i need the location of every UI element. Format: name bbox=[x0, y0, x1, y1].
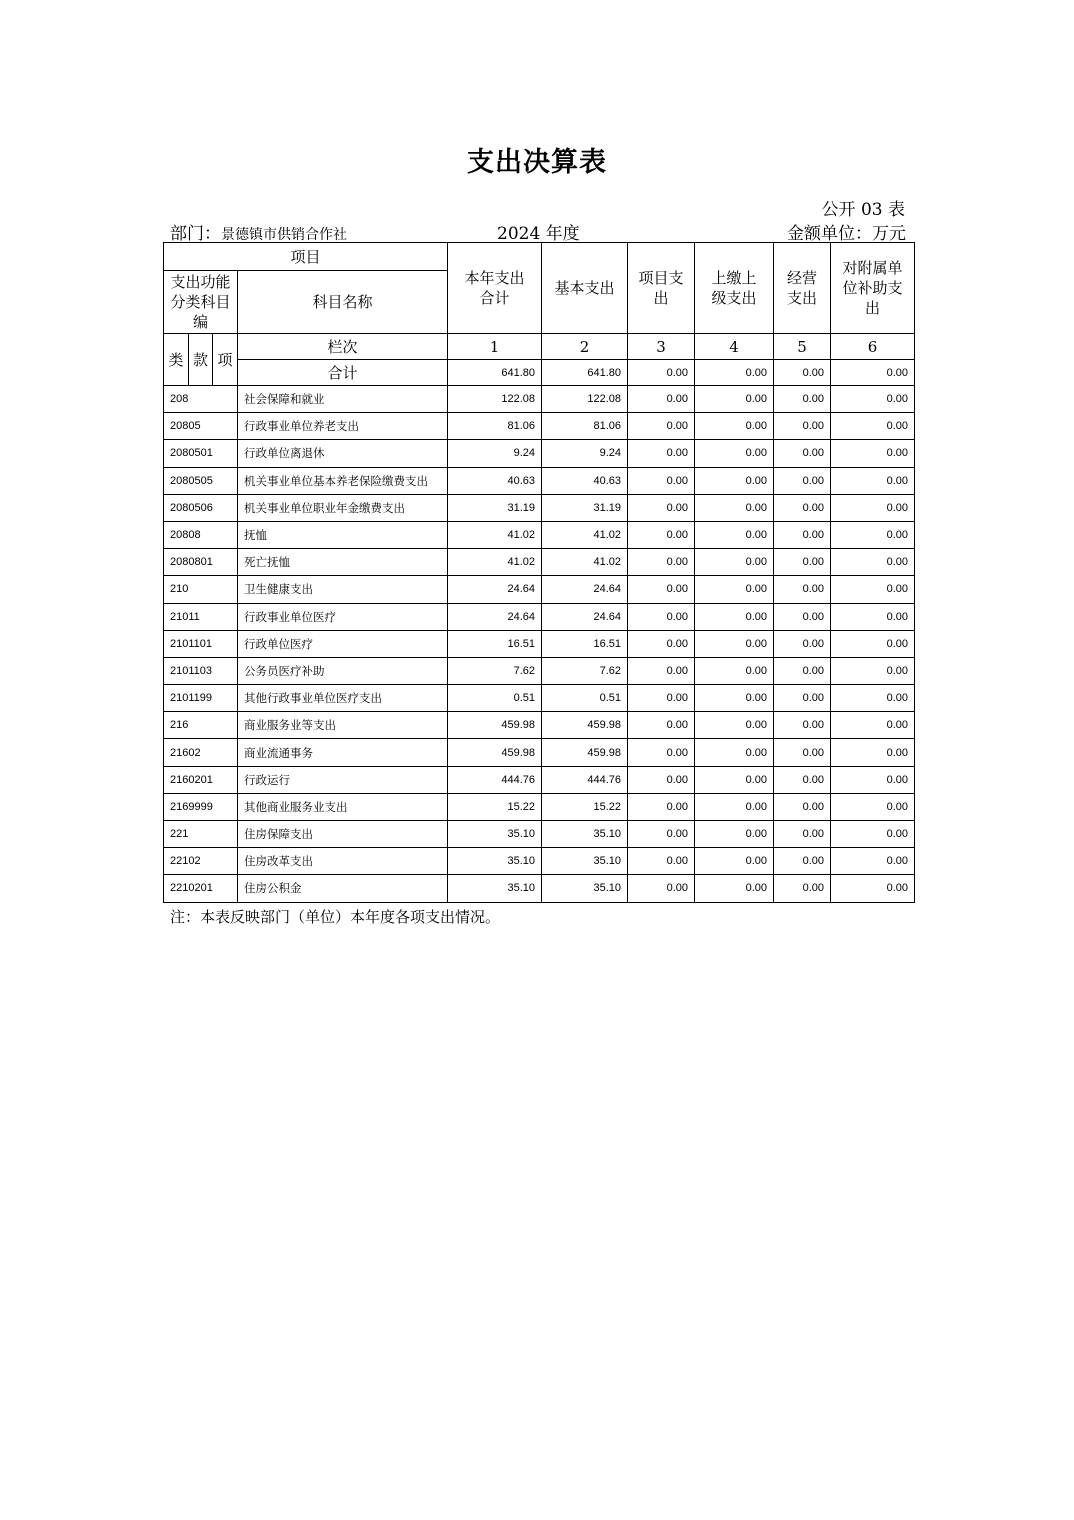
amount-cell: 0.00 bbox=[774, 413, 831, 440]
col-number-2: 2 bbox=[542, 334, 628, 360]
amount-cell: 0.00 bbox=[831, 712, 915, 739]
amount-cell: 0.00 bbox=[831, 521, 915, 548]
amount-cell: 35.10 bbox=[448, 848, 542, 875]
amount-cell: 15.22 bbox=[542, 793, 628, 820]
amount-cell: 0.00 bbox=[831, 494, 915, 521]
table-row bbox=[164, 793, 915, 820]
amount-cell: 0.51 bbox=[542, 685, 628, 712]
subject-name: 行政运行 bbox=[238, 766, 448, 793]
subject-code: 2080501 bbox=[164, 440, 238, 467]
amount-cell: 459.98 bbox=[448, 739, 542, 766]
table-row bbox=[164, 630, 915, 657]
amount-cell: 0.00 bbox=[695, 657, 774, 684]
amount-cell: 0.00 bbox=[628, 494, 695, 521]
table-row bbox=[164, 494, 915, 521]
amount-cell: 444.76 bbox=[448, 766, 542, 793]
amount-cell: 0.00 bbox=[695, 685, 774, 712]
amount-cell: 9.24 bbox=[448, 440, 542, 467]
amount-cell: 24.64 bbox=[448, 576, 542, 603]
subject-name: 住房改革支出 bbox=[238, 848, 448, 875]
amount-cell: 0.00 bbox=[774, 685, 831, 712]
subject-name: 死亡抚恤 bbox=[238, 549, 448, 576]
amount-cell: 24.64 bbox=[542, 576, 628, 603]
subject-name: 行政事业单位养老支出 bbox=[238, 413, 448, 440]
amount-cell: 0.00 bbox=[831, 739, 915, 766]
amount-cell: 0.00 bbox=[628, 875, 695, 902]
table-row bbox=[164, 413, 915, 440]
amount-cell: 0.00 bbox=[774, 467, 831, 494]
amount-cell: 0.00 bbox=[831, 875, 915, 902]
amount-cell: 81.06 bbox=[542, 413, 628, 440]
amount-cell: 0.00 bbox=[695, 739, 774, 766]
footnote: 注：本表反映部门（单位）本年度各项支出情况。 bbox=[170, 908, 501, 926]
table-row bbox=[164, 712, 915, 739]
amount-cell: 0.00 bbox=[695, 766, 774, 793]
amount-cell: 0.00 bbox=[774, 603, 831, 630]
amount-cell: 0.00 bbox=[695, 521, 774, 548]
header-col5: 经营支出 bbox=[774, 243, 831, 334]
amount-cell: 35.10 bbox=[542, 821, 628, 848]
subject-code: 208 bbox=[164, 386, 238, 413]
subject-name: 卫生健康支出 bbox=[238, 576, 448, 603]
amount-cell: 35.10 bbox=[448, 821, 542, 848]
department bbox=[170, 219, 347, 244]
amount-cell: 459.98 bbox=[542, 712, 628, 739]
col-number-4: 4 bbox=[695, 334, 774, 360]
amount-cell: 0.00 bbox=[628, 739, 695, 766]
amount-cell: 0.00 bbox=[695, 848, 774, 875]
amount-cell: 35.10 bbox=[542, 875, 628, 902]
amount-cell: 0.00 bbox=[774, 549, 831, 576]
header-subject-name: 科目名称 bbox=[238, 271, 448, 334]
header-kuan: 款 bbox=[189, 334, 213, 386]
amount-cell: 0.00 bbox=[628, 657, 695, 684]
subject-code: 2169999 bbox=[164, 793, 238, 820]
amount-cell: 0.00 bbox=[628, 386, 695, 413]
header-col3: 项目支出 bbox=[628, 243, 695, 334]
table-row bbox=[164, 821, 915, 848]
table-row bbox=[164, 848, 915, 875]
form-code: 公开 03 表 bbox=[821, 200, 905, 220]
amount-cell: 0.00 bbox=[831, 467, 915, 494]
amount-cell: 0.00 bbox=[628, 793, 695, 820]
total-value: 641.80 bbox=[448, 360, 542, 386]
subject-code: 20805 bbox=[164, 413, 238, 440]
amount-cell: 0.00 bbox=[774, 576, 831, 603]
amount-cell: 0.00 bbox=[695, 549, 774, 576]
amount-cell: 0.00 bbox=[695, 576, 774, 603]
amount-cell: 0.00 bbox=[774, 386, 831, 413]
col-number-1: 1 bbox=[448, 334, 542, 360]
amount-cell: 0.00 bbox=[774, 440, 831, 467]
amount-cell: 41.02 bbox=[448, 549, 542, 576]
amount-cell: 0.00 bbox=[628, 603, 695, 630]
table-row bbox=[164, 766, 915, 793]
amount-cell: 0.00 bbox=[628, 413, 695, 440]
amount-cell: 444.76 bbox=[542, 766, 628, 793]
amount-cell: 0.00 bbox=[628, 549, 695, 576]
header-lanci: 栏次 bbox=[238, 334, 448, 360]
amount-cell: 0.00 bbox=[695, 603, 774, 630]
col-number-5: 5 bbox=[774, 334, 831, 360]
amount-cell: 0.00 bbox=[774, 766, 831, 793]
subject-code: 2080505 bbox=[164, 467, 238, 494]
subject-name: 机关事业单位基本养老保险缴费支出 bbox=[238, 467, 448, 494]
total-value: 0.00 bbox=[695, 360, 774, 386]
table-row bbox=[164, 875, 915, 902]
amount-cell: 41.02 bbox=[448, 521, 542, 548]
subject-name: 其他行政事业单位医疗支出 bbox=[238, 685, 448, 712]
total-row bbox=[164, 360, 915, 386]
amount-cell: 7.62 bbox=[542, 657, 628, 684]
amount-cell: 31.19 bbox=[448, 494, 542, 521]
subject-code: 2101101 bbox=[164, 630, 238, 657]
amount-cell: 459.98 bbox=[542, 739, 628, 766]
amount-cell: 0.00 bbox=[628, 467, 695, 494]
amount-cell: 122.08 bbox=[542, 386, 628, 413]
subject-code: 20808 bbox=[164, 521, 238, 548]
table-row bbox=[164, 576, 915, 603]
amount-cell: 0.00 bbox=[695, 630, 774, 657]
subject-code: 21602 bbox=[164, 739, 238, 766]
table-row bbox=[164, 739, 915, 766]
amount-cell: 0.00 bbox=[695, 440, 774, 467]
amount-cell: 0.00 bbox=[628, 712, 695, 739]
table-row bbox=[164, 603, 915, 630]
subject-code: 2080506 bbox=[164, 494, 238, 521]
amount-cell: 7.62 bbox=[448, 657, 542, 684]
amount-cell: 0.00 bbox=[831, 549, 915, 576]
amount-cell: 0.00 bbox=[628, 848, 695, 875]
amount-cell: 122.08 bbox=[448, 386, 542, 413]
amount-cell: 0.00 bbox=[628, 821, 695, 848]
subject-code: 2080801 bbox=[164, 549, 238, 576]
table-row bbox=[164, 521, 915, 548]
amount-cell: 0.00 bbox=[628, 685, 695, 712]
col-number-3: 3 bbox=[628, 334, 695, 360]
amount-cell: 16.51 bbox=[542, 630, 628, 657]
amount-cell: 0.00 bbox=[774, 494, 831, 521]
amount-cell: 35.10 bbox=[448, 875, 542, 902]
subject-code: 2101199 bbox=[164, 685, 238, 712]
amount-cell: 0.00 bbox=[628, 521, 695, 548]
header-col4: 上缴上级支出 bbox=[695, 243, 774, 334]
amount-cell: 0.00 bbox=[774, 793, 831, 820]
amount-unit: 金额单位：万元 bbox=[787, 224, 906, 244]
subject-code: 2210201 bbox=[164, 875, 238, 902]
header-col6: 对附属单位补助支出 bbox=[831, 243, 915, 334]
amount-cell: 0.00 bbox=[774, 875, 831, 902]
amount-cell: 0.00 bbox=[695, 467, 774, 494]
amount-cell: 0.00 bbox=[831, 821, 915, 848]
subject-code: 210 bbox=[164, 576, 238, 603]
amount-cell: 9.24 bbox=[542, 440, 628, 467]
subject-name: 其他商业服务业支出 bbox=[238, 793, 448, 820]
amount-cell: 459.98 bbox=[448, 712, 542, 739]
amount-cell: 0.00 bbox=[831, 386, 915, 413]
subject-name: 社会保障和就业 bbox=[238, 386, 448, 413]
amount-cell: 0.00 bbox=[831, 848, 915, 875]
header-row-3 bbox=[164, 334, 915, 360]
total-value: 0.00 bbox=[628, 360, 695, 386]
amount-cell: 0.00 bbox=[831, 657, 915, 684]
amount-cell: 0.00 bbox=[774, 657, 831, 684]
subject-code: 22102 bbox=[164, 848, 238, 875]
amount-cell: 41.02 bbox=[542, 549, 628, 576]
amount-cell: 0.00 bbox=[628, 630, 695, 657]
amount-cell: 81.06 bbox=[448, 413, 542, 440]
amount-cell: 24.64 bbox=[448, 603, 542, 630]
amount-cell: 0.00 bbox=[831, 685, 915, 712]
expenditure-table bbox=[163, 242, 915, 903]
amount-cell: 0.00 bbox=[774, 712, 831, 739]
amount-cell: 0.00 bbox=[695, 413, 774, 440]
amount-cell: 24.64 bbox=[542, 603, 628, 630]
amount-cell: 40.63 bbox=[542, 467, 628, 494]
table-row bbox=[164, 685, 915, 712]
amount-cell: 41.02 bbox=[542, 521, 628, 548]
amount-cell: 0.00 bbox=[628, 576, 695, 603]
table-row bbox=[164, 467, 915, 494]
page-title: 支出决算表 bbox=[467, 147, 607, 178]
amount-cell: 0.00 bbox=[774, 821, 831, 848]
subject-name: 住房保障支出 bbox=[238, 821, 448, 848]
subject-code: 221 bbox=[164, 821, 238, 848]
amount-cell: 15.22 bbox=[448, 793, 542, 820]
amount-cell: 0.00 bbox=[695, 793, 774, 820]
amount-cell: 0.00 bbox=[695, 821, 774, 848]
amount-cell: 0.00 bbox=[628, 766, 695, 793]
header-col2: 基本支出 bbox=[542, 243, 628, 334]
amount-cell: 16.51 bbox=[448, 630, 542, 657]
header-row-1 bbox=[164, 243, 915, 271]
department-name: 景德镇市供销合作社 bbox=[221, 227, 347, 243]
amount-cell: 0.00 bbox=[831, 766, 915, 793]
table-row bbox=[164, 657, 915, 684]
amount-cell: 0.00 bbox=[774, 739, 831, 766]
amount-cell: 31.19 bbox=[542, 494, 628, 521]
total-value: 0.00 bbox=[774, 360, 831, 386]
table-row bbox=[164, 386, 915, 413]
amount-cell: 0.00 bbox=[628, 440, 695, 467]
subject-name: 行政事业单位医疗 bbox=[238, 603, 448, 630]
amount-cell: 0.00 bbox=[831, 793, 915, 820]
amount-cell: 0.00 bbox=[831, 413, 915, 440]
subject-code: 216 bbox=[164, 712, 238, 739]
report-header bbox=[170, 219, 906, 243]
subject-name: 住房公积金 bbox=[238, 875, 448, 902]
amount-cell: 40.63 bbox=[448, 467, 542, 494]
amount-cell: 0.00 bbox=[831, 630, 915, 657]
header-col1: 本年支出合计 bbox=[448, 243, 542, 334]
amount-cell: 0.00 bbox=[695, 494, 774, 521]
amount-cell: 0.00 bbox=[774, 848, 831, 875]
subject-name: 行政单位医疗 bbox=[238, 630, 448, 657]
header-lei: 类 bbox=[164, 334, 189, 386]
amount-cell: 0.00 bbox=[831, 576, 915, 603]
subject-name: 行政单位离退休 bbox=[238, 440, 448, 467]
col-number-6: 6 bbox=[831, 334, 915, 360]
header-func-code: 支出功能分类科目编 bbox=[164, 271, 238, 334]
subject-name: 抚恤 bbox=[238, 521, 448, 548]
amount-cell: 0.00 bbox=[695, 386, 774, 413]
amount-cell: 0.51 bbox=[448, 685, 542, 712]
subject-code: 21011 bbox=[164, 603, 238, 630]
table-row bbox=[164, 549, 915, 576]
subject-name: 公务员医疗补助 bbox=[238, 657, 448, 684]
amount-cell: 0.00 bbox=[774, 521, 831, 548]
fiscal-year: 2024 年度 bbox=[497, 224, 580, 244]
amount-cell: 0.00 bbox=[831, 440, 915, 467]
amount-cell: 0.00 bbox=[831, 603, 915, 630]
header-project: 项目 bbox=[164, 243, 448, 271]
subject-code: 2101103 bbox=[164, 657, 238, 684]
amount-cell: 35.10 bbox=[542, 848, 628, 875]
header-xiang: 项 bbox=[213, 334, 238, 386]
total-label: 合计 bbox=[238, 360, 448, 386]
subject-code: 2160201 bbox=[164, 766, 238, 793]
subject-name: 商业服务业等支出 bbox=[238, 712, 448, 739]
total-value: 641.80 bbox=[542, 360, 628, 386]
department-label: 部门： bbox=[170, 224, 221, 244]
subject-name: 机关事业单位职业年金缴费支出 bbox=[238, 494, 448, 521]
total-value: 0.00 bbox=[831, 360, 915, 386]
subject-name: 商业流通事务 bbox=[238, 739, 448, 766]
amount-cell: 0.00 bbox=[695, 712, 774, 739]
table-row bbox=[164, 440, 915, 467]
amount-cell: 0.00 bbox=[695, 875, 774, 902]
amount-cell: 0.00 bbox=[774, 630, 831, 657]
